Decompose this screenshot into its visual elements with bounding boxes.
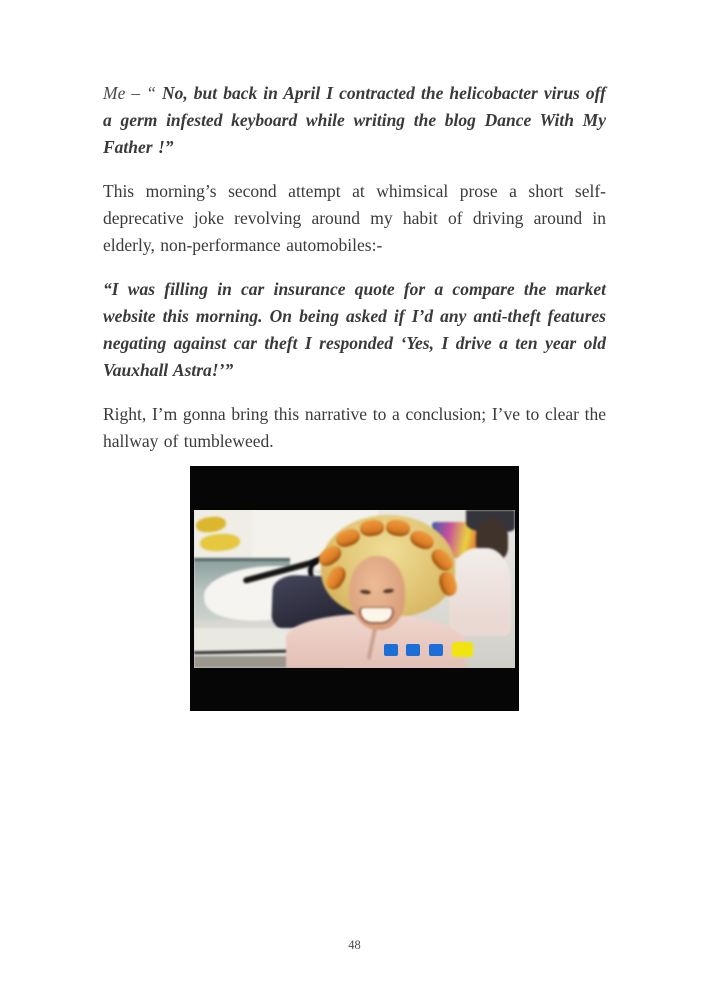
dialogue-quote-text: No, but back in April I contracted the helicobacter virus off a germ infested keyboard while writing the blog Dance With My Father !” — [103, 83, 607, 157]
overlay-marker-yellow — [452, 642, 473, 657]
overlay-marker-blue — [384, 644, 398, 656]
overlay-marker-blue — [406, 644, 420, 656]
smile — [359, 607, 394, 624]
page-number: 48 — [348, 938, 361, 952]
paragraph-narrative-2: Right, I’m gonna bring this narrative to a conclusion; I’ve to clear the hallway of tumbleweed. — [103, 404, 606, 451]
background-person — [449, 548, 511, 636]
paragraph-narrative-1: This morning’s second attempt at whimsical prose a short self-deprecative joke revolving around my habit of driving around in elderly, non-performance automobiles:- — [103, 181, 606, 255]
salon-photo — [194, 510, 515, 668]
dialogue-speaker-label: Me – “ — [103, 83, 162, 103]
document-body-text — [103, 80, 606, 472]
paragraph-joke-quote: “I was filling in car insurance quote for a compare the market website this morning. On being asked if I’d any anti-theft features negating against car theft I responded ‘Yes, I drive a ten year old Vauxhall Astra!’” — [103, 279, 606, 380]
paragraph-dialogue — [103, 80, 606, 161]
overlay-marker-blue — [429, 644, 443, 656]
embedded-video-still — [190, 466, 519, 711]
